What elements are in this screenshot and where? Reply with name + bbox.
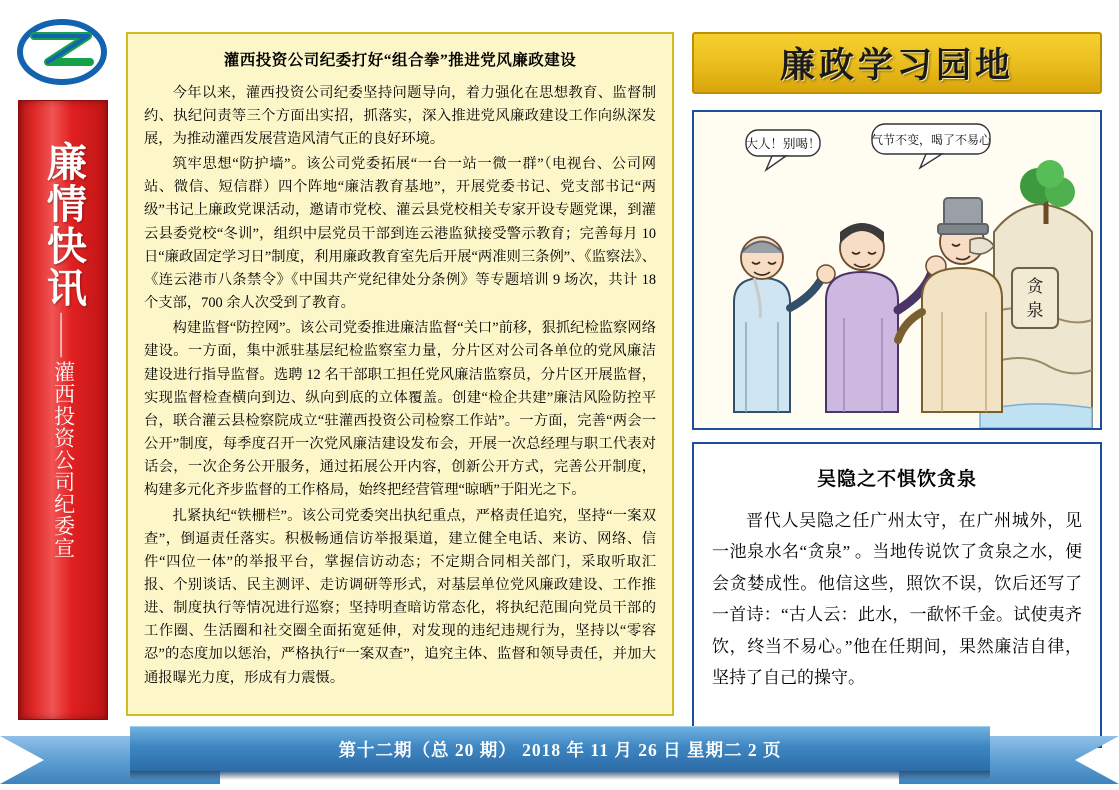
ribbon-shadow: [130, 770, 990, 780]
footer-ribbon: [0, 718, 1119, 790]
article-paragraph: 构建监督“防控网”。该公司党委推进廉洁监督“关口”前移，狠抓纪检监察网络建设。一方面，集中派驻基层纪检监察室力量，分片区对公司各单位的党风廉洁建设进行指导监督。选聘 12 名干部职工担任党风廉洁监察员，分片区开展监督，实现监督检查横向到边、纵向到底的立体覆盖。创建“检企共建”廉洁风险防控平台，联合灌云县检察院成立“驻灌西投资公司检察工作站”。一方面，完善“两会一公开”制度，每季度召开一次党风廉洁建设发布会，开展一次总经理与职工代表对话会，一次企务公开服务，通过拓展公开内容，创新公开方式，完善公开制度，构建多元化齐步监督的工作格局，始终把经营管理“晾晒”于阳光之下。: [144, 320, 656, 499]
article-paragraph: 筑牢思想“防护墙”。该公司党委拓展“一台一站一微一群”（电视台、公司网站、微信、短信群）四个阵地“廉洁教育基地”，开展党委书记、党支部书记“两级”书记上廉政党课活动，邀请市党校、灌云县党校相关专家开设专题党课，到灌云县委党校“冬训”，组织中层党员干部到连云港监狱接受警示教育；完善每月 10 日“廉政固定学习日”制度，利用廉政教育室先后开展“两准则三条例”、《监察法》、《连云港市八条禁令》《中国共产党纪律处分条例》等专题培训 9 场次，共计 18 个支部，700 余人次受到了教育。: [144, 156, 656, 312]
cartoon-svg: [694, 112, 1100, 428]
footer-text: 第十二期（总 20 期） 2018 年 11 月 26 日 星期二 2 页: [338, 739, 782, 760]
left-vertical-banner: [18, 100, 108, 720]
study-section-header: [692, 32, 1102, 94]
right-column: [692, 32, 1102, 688]
svg-text:大人！别喝！: 大人！别喝！: [745, 137, 821, 151]
svg-text:气节不变，喝了不易心: 气节不变，喝了不易心: [870, 133, 992, 147]
company-logo: [14, 18, 110, 90]
banner-title: 廉情快讯: [41, 141, 87, 309]
article-paragraph: 扎紧执纪“铁栅栏”。该公司党委突出执纪重点，严格责任追究，坚持“一案双查”，倒逼责任落实。积极畅通信访举报渠道，建立健全电话、来访、网络、信件“四位一体”的举报平台，掌握信访动态；不定期合同相关部门，采取听取汇报、个别谈话、民主测评、走访调研等形式，对基层单位党风廉政建设、工作推进、制度执行等情况进行巡察；坚持明查暗访常态化，将执纪范围向党员干部的工作圈、生活圈和社交圈全面拓宽延伸，对发现的违纪违规行为，坚持以“零容忍”的态度加以惩治，严格执行“一案双查”，追究主体、监督和领导责任，并加大通报曝光力度，形成有力震慑。: [144, 507, 656, 686]
cartoon-illustration: [692, 110, 1102, 430]
article-title: 灌西投资公司纪委打好“组合拳”推进党风廉政建设: [223, 52, 577, 69]
banner-subtitle: 灌西投资公司纪委宣: [51, 361, 76, 559]
story-text: 晋代人吴隐之任广州太守，在广州城外，见一池泉水名“贪泉” 。当地传说饮了贪泉之水，便会贪婪成性。他信这些，照饮不误，饮后还写了一首诗：“古人云：此水，一歃怀千金。试使夷齐饮，终当不易心。”他在任期间，果然廉洁自律，坚持了自己的操守。: [712, 511, 1082, 688]
banner-dash: ——: [50, 313, 76, 357]
svg-text:泉: 泉: [1026, 301, 1044, 320]
ribbon-main: [130, 726, 990, 771]
study-header-text: 廉政学习园地: [779, 46, 1014, 85]
main-article-panel: [126, 32, 674, 716]
article-paragraph: 今年以来，灌西投资公司纪委坚持问题导向，着力强化在思想教育、监督制约、执纪问责等三个方面出实招，抓落实，深入推进党风廉政建设工作向纵深发展，为推动灌西发展营造风清气正的良好环境。: [144, 84, 656, 147]
story-panel: [692, 442, 1102, 748]
svg-text:贪: 贪: [1026, 277, 1044, 296]
story-title: 吴隐之不惧饮贪泉: [816, 469, 977, 490]
